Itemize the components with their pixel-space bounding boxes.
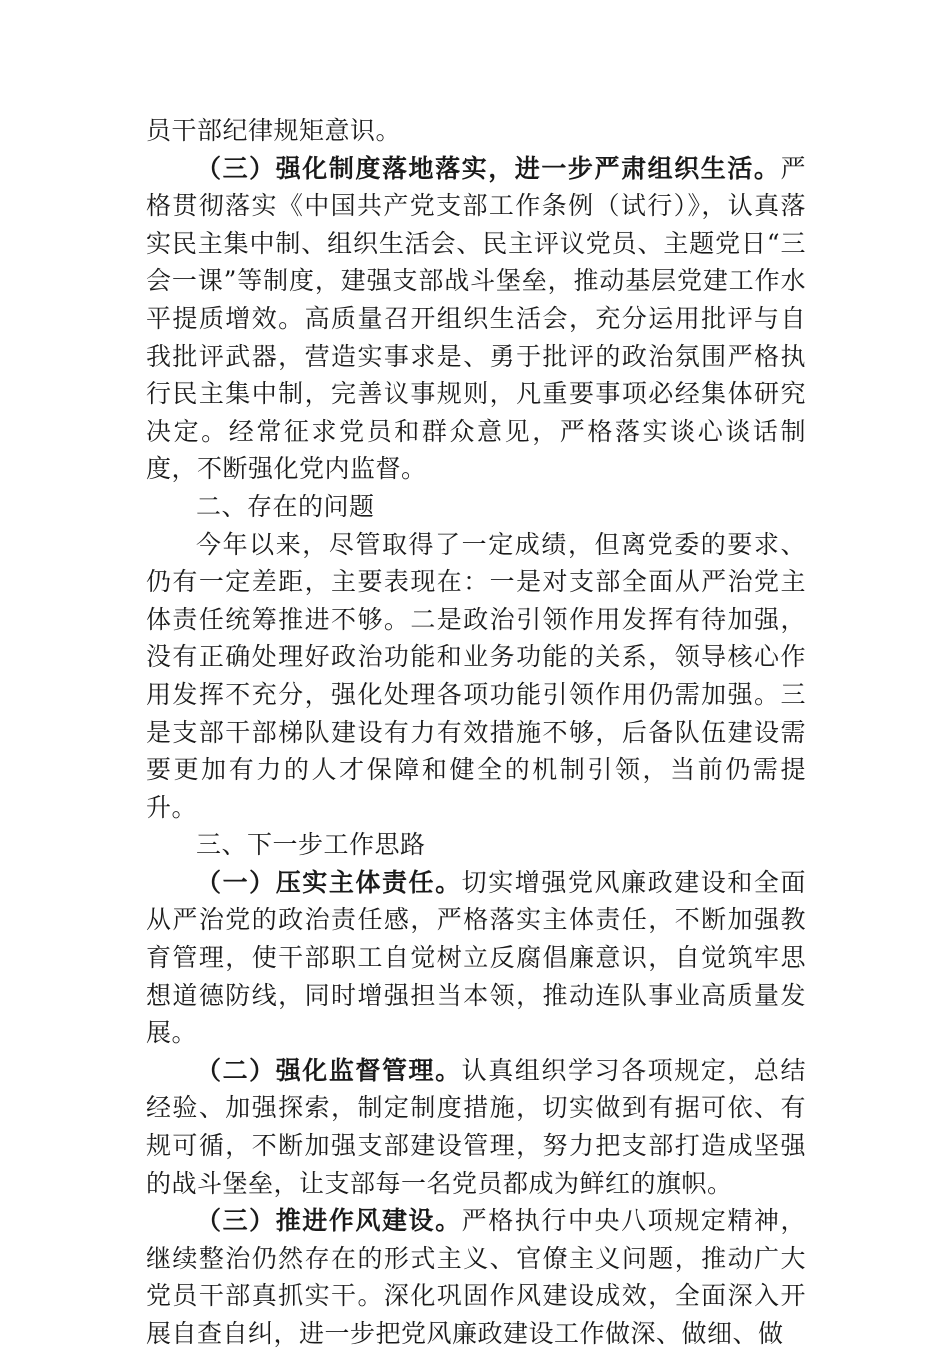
- paragraph-body: 严格执行中央八项规定精神，继续整治仍然存在的形式主义、官僚主义问题，推动广大党员干部真抓实干。深化巩固作风建设成效，全面深入开展自查自纠，进一步把党风廉政建设工作做深、做细、做: [146, 1206, 806, 1348]
- paragraph-lead: （二）强化监督管理。: [196, 1055, 462, 1085]
- paragraph-lead: （三）强化制度落地落实，进一步严肃组织生活。: [196, 153, 781, 183]
- document-page: [146, 112, 806, 1353]
- paragraph-section-3-2: [146, 1052, 806, 1202]
- paragraph-continuation: 员干部纪律规矩意识。: [146, 116, 402, 145]
- paragraph-section-3-1: [146, 864, 806, 1052]
- paragraph-body: 认真组织学习各项规定，总结经验、加强探索，制定制度措施，切实做到有据可依、有规可循，不断加强支部建设管理，努力把支部打造成坚强的战斗堡垒，让支部每一名党员都成为鲜红的旗帜。: [146, 1055, 806, 1198]
- paragraph-lead: （三）推进作风建设。: [196, 1206, 462, 1236]
- section-heading-3: 三、下一步工作思路: [196, 830, 426, 860]
- paragraph-section-3-3: [146, 1202, 806, 1352]
- paragraph-section-1-3: [146, 150, 806, 488]
- paragraph-body: 严格贯彻落实《中国共产党支部工作条例（试行）》，认真落实民主集中制、组织生活会、民主评议党员、主题党日“三会一课”等制度，建强支部战斗堡垒，推动基层党建工作水平提质增效。高质量召开组织生活会，充分运用批评与自我批评武器，营造实事求是、勇于批评的政治氛围严格执行民主集中制，完善议事规则，凡重要事项必经集体研究决定。经常征求党员和群众意见，严格落实谈心谈话制度，不断强化党内监督。: [146, 153, 806, 484]
- section-heading-2: 二、存在的问题: [196, 491, 375, 521]
- paragraph-problems: 今年以来，尽管取得了一定成绩，但离党委的要求、仍有一定差距，主要表现在：一是对支部全面从严治党主体责任统筹推进不够。二是政治引领作用发挥有待加强，没有正确处理好政治功能和业务功能的关系，领导核心作用发挥不充分，强化处理各项功能引领作用仍需加强。三是支部干部梯队建设有力有效措施不够，后备队伍建设需要更加有力的人才保障和健全的机制引领，当前仍需提升。: [146, 529, 806, 822]
- paragraph-body: 切实增强党风廉政建设和全面从严治党的政治责任感，严格落实主体责任，不断加强教育管理，使干部职工自觉树立反腐倡廉意识，自觉筑牢思想道德防线，同时增强担当本领，推动连队事业高质量发展。: [146, 867, 806, 1048]
- paragraph-lead: （一）压实主体责任。: [196, 867, 462, 897]
